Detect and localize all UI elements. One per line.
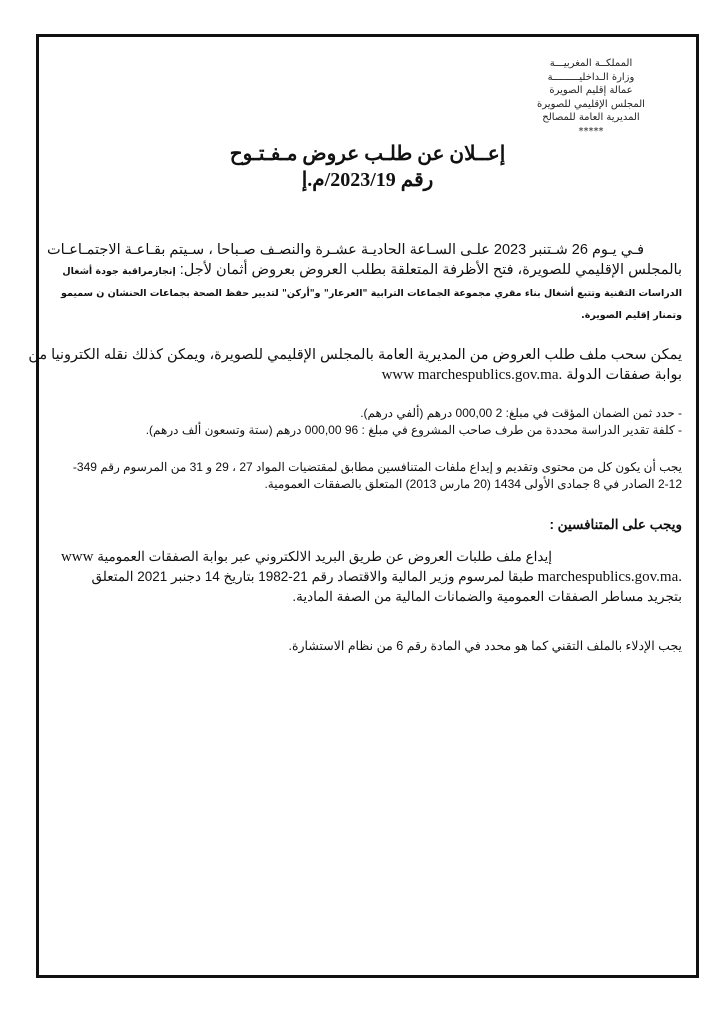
legal-reference-paragraph <box>47 459 682 493</box>
submission-line-2 <box>47 567 682 587</box>
portal-url-part-2[interactable]: marchespublics.gov.ma. <box>537 569 682 585</box>
title-main: إعــلان عن طلـب عروض مـفـتـوح <box>229 143 506 165</box>
opening-line-1: فـي يـوم 26 شـتنبر 2023 علـى السـاعة الحاديـة عشـرة والنصـف صـباحا ، سـيتم بقـاعـة الاجتمـاعـات <box>46 242 644 258</box>
legal-reference-line-1: يجب أن يكون كل من محتوى وتقديم و إيداع ملفات المتنافسين مطابق لمقتضيات المواد 27 ، 29 و 31 من المرسوم رقم 349- <box>72 460 682 474</box>
letterhead-directorate: المديرية العامة للمصالح <box>542 112 640 123</box>
provisional-guarantee: - حدد ثمن الضمان المؤقت في مبلغ: 2 000,00 درهم (ألفي درهم). <box>360 406 682 420</box>
document-frame <box>28 34 699 978</box>
file-download-line-1: يمكن سحب ملف طلب العروض من المديرية العامة بالمجلس الإقليمي للصويرة، ويمكن كذلك نقله الكترونيا من <box>28 347 682 363</box>
letterhead <box>516 57 666 138</box>
study-cost-estimate: - كلفة تقدير الدراسة محددة من طرف صاحب المشروع في مبلغ : 96 000,00 درهم (ستة وتسعون ألف درهم). <box>145 423 682 437</box>
file-download-line-2 <box>47 365 682 385</box>
project-subject-line-4: وتمنار إقليم الصويرة. <box>581 310 682 321</box>
project-subject-start: إنجازمراقبة جودة أشغال <box>62 266 176 277</box>
letterhead-council: المجلس الإقليمي للصويرة <box>537 98 645 110</box>
letterhead-kingdom: المملكــة المغربيـــة <box>549 58 633 69</box>
letterhead-ministry: وزارة الـداخليـــــــــة <box>547 71 635 83</box>
portal-url-part-1[interactable]: www <box>60 549 94 565</box>
file-download-paragraph <box>28 345 682 385</box>
submission-line-1 <box>47 547 682 567</box>
project-subject-line-3: الدراسات التقنية وتتبع أشغال بناء مقري مجموعة الجماعات الترابية "العرعار" و"أركن" لتديير حفظ الصحة بجماعات الحنشان ن سميمو <box>61 288 682 299</box>
opening-line-2-text: بالمجلس الإقليمي للصويرة، فتح الأظرفة المتعلقة بطلب العروض بعروض أثمان لأجل: <box>175 262 682 278</box>
technical-file-paragraph: يجب الإدلاء بالملف التقني كما هو محدد في المادة رقم 6 من نظام الاستشارة. <box>288 639 682 653</box>
submission-line-2-text: طبقا لمرسوم وزير المالية والاقتصاد رقم 21-1982 بتاريخ 14 دجنبر 2021 المتعلق <box>91 569 534 584</box>
amounts-paragraph <box>47 405 682 439</box>
state-portal-label: بوابة صفقات الدولة <box>566 367 682 383</box>
submission-line-1-text: إيداع ملف طلبات العروض عن طريق البريد الالكتروني عبر بوابة الصفقات العمومية <box>97 549 552 564</box>
title-reference-number: رقم 2023/19/م.إ <box>301 169 434 191</box>
legal-reference-line-2: 2-12 الصادر في 8 جمادى الأولى 1434 (20 مارس 2013) المتعلق بالصفقات العمومية. <box>264 477 682 491</box>
opening-paragraph <box>47 240 682 327</box>
portal-url-link[interactable]: www marchespublics.gov.ma. <box>381 367 563 383</box>
submission-paragraph <box>47 547 682 606</box>
announcement-title <box>39 141 696 193</box>
submission-line-3: بتجريد مساطر الصفقات العمومية والضمانات المالية من الصفة المادية. <box>292 589 682 604</box>
opening-line-2 <box>47 260 682 283</box>
letterhead-prefecture: عمالة إقليم الصويرة <box>549 85 633 96</box>
letterhead-separator: ***** <box>578 125 604 137</box>
competitors-heading: ويجب على المتنافسين : <box>549 517 682 532</box>
